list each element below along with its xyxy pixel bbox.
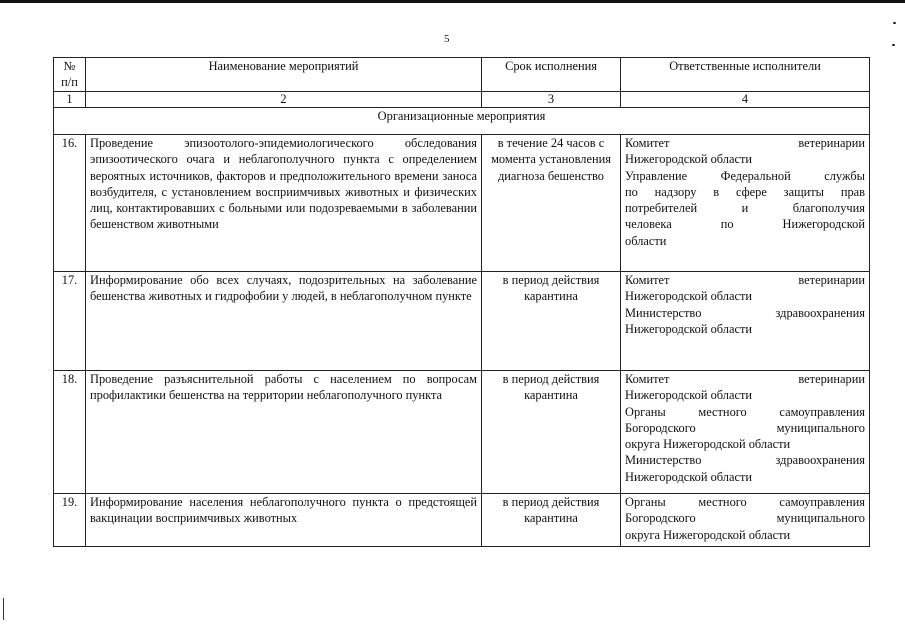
responsible-line: человека по Нижегородской bbox=[625, 217, 865, 232]
measure-term: в период действия карантина bbox=[482, 494, 621, 547]
row-number: 17. bbox=[54, 272, 86, 371]
measure-term: в период действия карантина bbox=[482, 272, 621, 371]
column-index: 4 bbox=[621, 92, 870, 108]
header-name: Наименование мероприятий bbox=[86, 58, 482, 92]
responsible-line: Богородского муниципального bbox=[625, 511, 865, 526]
header-num: № п/п bbox=[54, 58, 86, 92]
measure-term: в период действия карантина bbox=[482, 371, 621, 494]
column-index: 1 bbox=[54, 92, 86, 108]
table-row bbox=[54, 494, 870, 547]
section-title: Организационные мероприятия bbox=[54, 108, 870, 135]
responsible-line: Нижегородской области bbox=[625, 152, 753, 167]
responsible-line: по надзору в сфере защиты прав bbox=[625, 184, 865, 199]
table-row bbox=[54, 272, 870, 371]
measure-name: Информирование обо всех случаях, подозрительных на заболевание бешенства животных и гидрофобии у людей, в неблагополучном пункте bbox=[86, 272, 482, 371]
responsible-line: Богородского муниципального bbox=[625, 420, 865, 435]
table-row bbox=[54, 371, 870, 494]
measure-responsible bbox=[621, 371, 870, 494]
responsible-line: Нижегородской области bbox=[625, 469, 753, 484]
measure-responsible bbox=[621, 272, 870, 371]
responsible-line: Комитет ветеринарии bbox=[625, 136, 865, 150]
header-responsible: Ответственные исполнители bbox=[621, 58, 870, 92]
column-index-row bbox=[54, 92, 870, 108]
measures-table bbox=[53, 57, 870, 547]
responsible-line: округа Нижегородской области bbox=[625, 527, 791, 542]
responsible-line: Нижегородской области bbox=[625, 388, 753, 403]
measure-responsible bbox=[621, 494, 870, 547]
responsible-line: области bbox=[625, 233, 667, 248]
top-border-line bbox=[0, 0, 905, 3]
measure-term: в течение 24 часов с момента установления диагноза бешенство bbox=[482, 135, 621, 272]
column-index: 3 bbox=[482, 92, 621, 108]
scan-speck bbox=[892, 44, 895, 46]
measure-name: Информирование населения неблагополучного пункта о предстоящей вакцинации восприимчивых животных bbox=[86, 494, 482, 547]
responsible-line: Управление Федеральной службы bbox=[625, 168, 865, 183]
measure-name: Проведение разъяснительной работы с населением по вопросам профилактики бешенства на территории неблагополучного пункта bbox=[86, 371, 482, 494]
section-row bbox=[54, 108, 870, 135]
responsible-line: Органы местного самоуправления bbox=[625, 495, 865, 509]
row-number: 19. bbox=[54, 494, 86, 547]
responsible-line: Министерство здравоохранения bbox=[625, 305, 865, 320]
column-index: 2 bbox=[86, 92, 482, 108]
responsible-line: Комитет ветеринарии bbox=[625, 372, 865, 386]
measure-name: Проведение эпизоотолого-эпидемиологического обследования эпизоотического очага и неблагополучного пункта с определением вероятных источников, факторов и предположительного времени заноса возбудителя, с установлением восприимчивых животных и физических лиц, контактировавших с больными или подозреваемыми в заболевании бешенством животными bbox=[86, 135, 482, 272]
header-term: Срок исполнения bbox=[482, 58, 621, 92]
responsible-line: Министерство здравоохранения bbox=[625, 453, 865, 468]
responsible-line: округа Нижегородской области bbox=[625, 437, 791, 452]
responsible-line: Нижегородской области bbox=[625, 289, 753, 304]
row-number: 16. bbox=[54, 135, 86, 272]
scan-speck bbox=[893, 22, 896, 24]
page-number: 5 bbox=[444, 33, 450, 45]
row-number: 18. bbox=[54, 371, 86, 494]
table-header-row bbox=[54, 58, 870, 92]
responsible-line: Органы местного самоуправления bbox=[625, 404, 865, 419]
measure-responsible bbox=[621, 135, 870, 272]
responsible-line: Нижегородской области bbox=[625, 321, 753, 336]
table-row bbox=[54, 135, 870, 272]
responsible-line: Комитет ветеринарии bbox=[625, 273, 865, 287]
scan-edge-mark bbox=[3, 598, 4, 620]
responsible-line: потребителей и благополучия bbox=[625, 201, 865, 216]
